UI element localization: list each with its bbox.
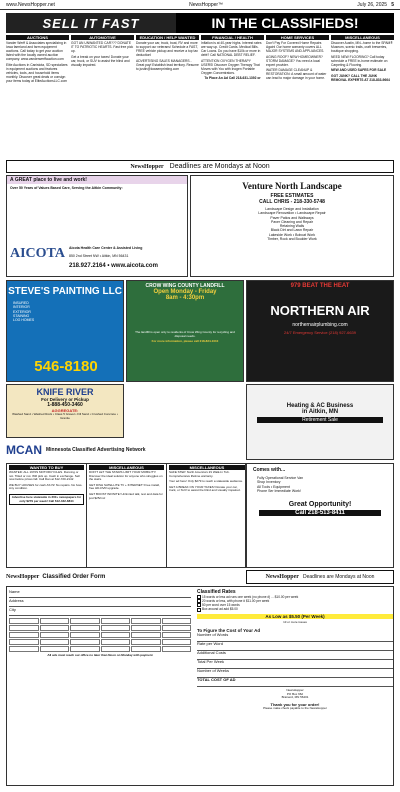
classifieds-banner [6, 13, 394, 33]
steves-painting-ad[interactable] [6, 280, 124, 382]
form-right [195, 587, 395, 787]
crow-title: CROW WING COUNTY LANDFILL [145, 283, 225, 289]
wanted-column: WANTED TO BUY WANTED: ALL 1970S MOTORCYCLES. Running or not. Titled or not. Will pick up. Cash in exchange. Sell now before prices fall. Call Dan at 612-720-2142 WE BUY HOUSES for cash AS IS! No repairs. No fuss. Any condition. Advertise here statewide in 200+ newspapers for only $279 per week! Call 612-332-8844 [7, 464, 87, 568]
as-low-sub: 13 or more issues [283, 619, 307, 624]
section-auctions: AUCTIONS Vander Werff & Associates specializing in lowa farmland and farm equipment auctions. Call today to get your auction listed with the locally owned auction company. www.vanderwerffauction.com Elite Auctions in Canistota, SD specializes in equipment auctions and features vehicles, tools, and household items monthly. Discover great deals or consign your items today at EliteAuctionsLLC.com [6, 35, 68, 83]
great-opportunity: Great Opportunity! [288, 501, 352, 509]
section-education: EDUCATION / HELP WANTED Donate your car, truck, boat, RV and more to support our veterans! Schedule a FAST, FREE vehicle pickup and receive a top tax deduction! ADVERTISING SALES MANAGERS - Great pay! Establish lead territory. Resume to justin@lowaenprinting.com [136, 35, 199, 71]
call-number[interactable]: Call 218-513-8411 [259, 510, 381, 516]
cost-fields[interactable]: Number of Words Rate per Word Additional Costs Total Per Week Number of Weeks TOTAL COST OF AD [197, 633, 393, 687]
venture-free: FREE ESTIMATES [270, 193, 314, 199]
nal-beat: 979 BEAT THE HEAT [290, 283, 350, 289]
section-automotive: AUTOMOTIVE GOT AN UNWANTED CAR??? DONATE IT TO PATRIOTIC HEARTS. Fast free pick up. Get a break on your taxes! Donate your car, truck, or SUV to assist the blind and visually impaired. [71, 35, 134, 67]
classified-columns [6, 35, 394, 159]
heat-retire: Retirement Sale [257, 417, 383, 423]
check-note: Please make check payable to the NewsHopper [263, 706, 327, 710]
aicota-street: 850 2nd Street NW • Aitkin, MN 56431 [69, 254, 129, 258]
page-number: 5 [391, 1, 394, 8]
paper-name: NewsHopper™ [189, 1, 224, 8]
figure-title: To Figure the Cost of Your Ad [197, 628, 261, 634]
mcan-logo: MCAN [6, 443, 42, 457]
misc-column-2: MISCELLANEOUS SAFE STEP. North America's #1 Walk-In Tub. Comprehensive lifetime warranty. Your ad here! Only $279 to reach a statewide audience. GET A BREAK ON YOUR TAXES! Donate your car, truck, or SUV to assist the blind and visually impaired. [167, 464, 246, 568]
crow-info: For more information, please call 218-824-1010 [151, 339, 219, 344]
mail-address: NewsHopper PO Box 662 Brainerd, MN 56401 [281, 688, 309, 700]
steve-services: INSURED INTERIOR EXTERIOR STAINING LOG HOMES [13, 301, 35, 323]
heat-loc: in Aitkin, MN [301, 409, 339, 415]
knife-phone[interactable]: 1-888-450-3460 [47, 402, 83, 408]
word-grid[interactable] [9, 618, 191, 652]
section-home-services: HOME SERVICES Don't Pay For Covered Home Repairs Again! Our home warranty covers ALL MAJOR SYSTEMS AND APPLIANCES. AGING ROOF? NEW HOMEOWNER? STORM DAMAGE? You need a local expert provider. WATER DAMAGE CLEANUP & RESTORATION: A small amount of water can lead to major damage in your home. [266, 35, 329, 159]
classified-order-form [6, 586, 394, 786]
as-low-as: As Low as $5.50 (Per Week) [197, 614, 393, 619]
site-url[interactable]: www.NewsHopper.net [6, 1, 55, 8]
knife-river-ad[interactable] [6, 384, 124, 438]
knife-agg: AGGREGATE: [51, 408, 79, 413]
mcan-classifieds [6, 463, 246, 568]
venture-services: Landscape Design and Installation Landscape Renovation • Landscape Repair Paver Patios and Walkways Paver Cleaning and Repair Retaining Walls Black Dirt and Lawn Repair Lakeside Work • Bobcat Work Timber, Rock and Boulder Work [258, 207, 326, 242]
aicota-sub: Over 50 Years of Values Based Care, Serving the Aitkin Community: [10, 186, 123, 190]
venture-logo: Venture North Landscape [242, 181, 342, 191]
aicota-address-title: Aicota Health Care Center & Assisted Living [69, 246, 143, 250]
nal-sub: 24/7 Emergency Service (218) 927-6639 [283, 330, 357, 335]
form-left: Name Address City All ads must reach our office no later than Noon on Monday with payment [7, 587, 193, 787]
steve-phone[interactable]: 546-8180 [34, 358, 98, 375]
knife-delivery: For Delivery or Pickup [41, 397, 89, 402]
deadline-note: All ads must reach our office no later than Noon on Monday with payment [47, 653, 153, 657]
banner-left: SELL IT FAST [6, 13, 176, 33]
page-header [0, 0, 400, 10]
deadline-bar [6, 160, 394, 173]
aicota-phone[interactable]: 218.927.2164 • www.aicota.com [69, 263, 158, 269]
crow-open: Open Monday - Friday [153, 289, 217, 295]
misc-column-1: MISCELLANEOUS DON'T LET THE STAIRS LIMIT YOUR MOBILITY! Discover the ideal solution for anyone who struggles on the stairs. GET DISH SATELLITE TV + INTERNET! Free install, free HD-DVR upgrade. GET BOOST INFINITE! Unlimited talk, text and data for just $25/mo! [87, 464, 167, 568]
banner-right: IN THE CLASSIFIEDS! [176, 13, 394, 33]
deadline-text: Deadlines are Mondays at Noon [169, 163, 270, 170]
section-miscellaneous: MISCELLANEOUS Discover Austin, MN--home to the SPAM® Museum, scenic trails, craft breweries, boutique shopping. NEED NEW FLOORING? Call today schedule a FREE in-home estimate on Carpeting & Flooring. NEW AND USED SAFES FOR SALE GOT JUNK? CALL THE JUNK REMOVAL EXPERTS AT 218-833-9664 [331, 35, 393, 82]
aicota-heading: A GREAT place to live and work! [7, 176, 187, 184]
nal-web[interactable]: northernairplumbing.com [292, 322, 348, 328]
venture-call[interactable]: CALL CHRIS - 218-330-5748 [259, 199, 325, 205]
issue-date: July 26, 2025 [357, 1, 388, 8]
northern-air-ad[interactable] [246, 280, 394, 382]
mcan-sub: Minnesota Classified Advertising Network [46, 447, 146, 453]
heating-ac-ad[interactable] [246, 384, 394, 460]
section-financial: FINANCIAL / HEALTH Inflation is at 40-year highs. Interest rates are way up. Credit Cards. Medical Bills. Car Loans. Do you have $10k or more in debt? Call NATIONAL DEBT RELIEF. ATTENTION OXYGEN THERAPY USERS! Discover Oxygen Therapy That Moves with You with Inogen Portable Oxygen Concentrators. To Place An Ad Call 218-631-1392 or [201, 35, 264, 159]
aicota-ad[interactable] [6, 175, 188, 277]
rate-options: 15 words or less ad runs one week (no phone #) ... $10.00 per week 20 words or less, with phone # $11.00 per week 50 per word over 15 words Box around ad add $5.00 [197, 595, 393, 612]
comes-with: Comes with... [253, 467, 286, 473]
retirement-sale-details [246, 463, 394, 568]
nal-title: NORTHERN AIR [270, 303, 370, 318]
newshopper-logo: NewsHopper [130, 163, 164, 170]
steve-title: STEVE'S PAINTING LLC [8, 286, 122, 297]
knife-items: Washed Sand • Washed Rock • Class 5 Gravel • Fill Sand • Crushed Concrete • Granite [12, 412, 118, 420]
retire-items: Fully Operational Service Van Shop Inventory All Tools • Equipment Phone Ser Immediate Work! [257, 476, 304, 493]
form-title: Classified Order Form [42, 574, 106, 580]
crow-hours: 8am - 4:30pm [165, 295, 205, 301]
form-header: NewsHopper Classified Order Form [6, 574, 106, 580]
rates-title: Classified Rates [197, 589, 236, 595]
crow-note: The landfill is open only to residents of Crow Wing County for recycling and disposal needs. [135, 330, 235, 338]
thanks: Thank you for your order! [270, 702, 320, 707]
heat-title: Heating & AC Business [286, 403, 354, 409]
crow-wing-landfill-ad[interactable] [126, 280, 244, 382]
knife-title: KNIFE RIVER [36, 387, 94, 397]
venture-north-ad[interactable] [190, 175, 394, 277]
aicota-logo: AICOTA [10, 246, 65, 261]
mcan-bar [6, 440, 246, 460]
deadline-bar-2: NewsHopper Deadlines are Mondays at Noon [246, 570, 394, 584]
